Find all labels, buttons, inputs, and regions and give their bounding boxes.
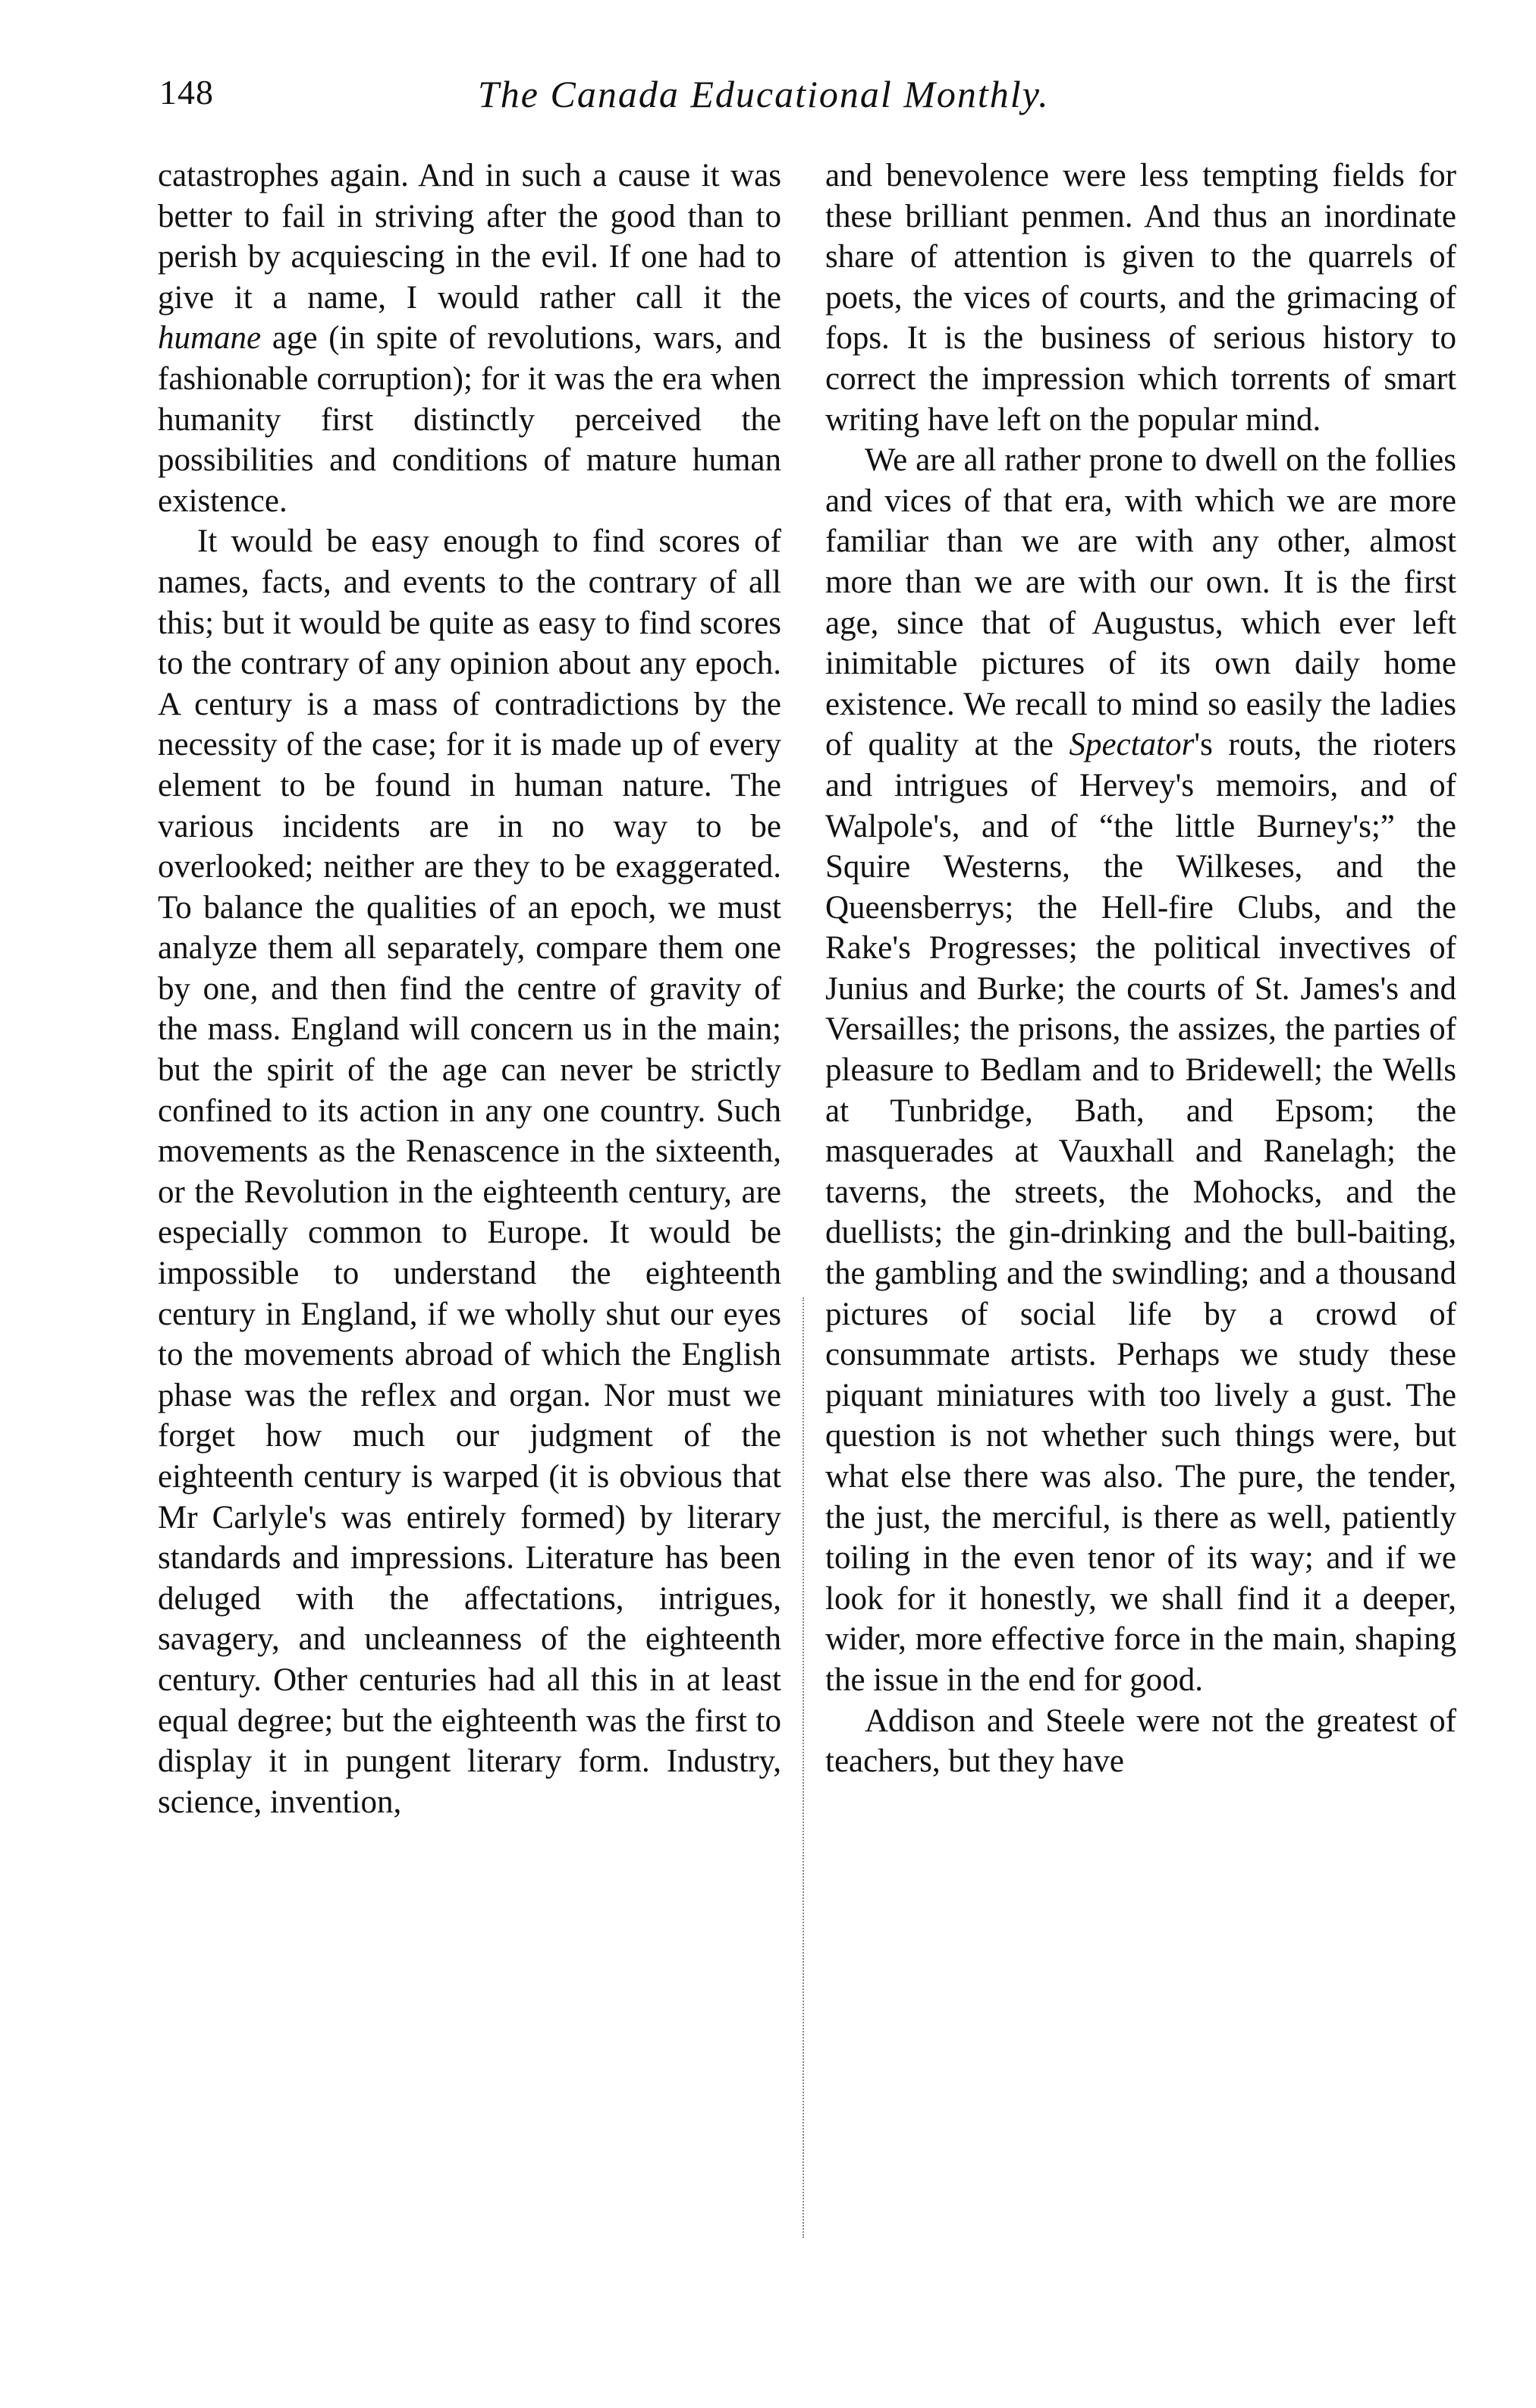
paragraph: Addison and Steele were not the greatest of teachers, but they have [825,1702,1456,1780]
column-divider [803,1297,804,2238]
page-header [159,72,1449,133]
left-column [158,156,781,1822]
paragraph: catastrophes again. And in such a cause it was better to fail in striving after the good than to perish by acquiescing in the evil. If one had to give it a name, I would rather call it the humane age (in spite of revolutions, wars, and fashionable corruption); for it was the era when humanity first distinctly perceived the possibilities and conditions of mature human existence. [158,158,781,519]
right-column [825,156,1456,1782]
paragraph: and benevolence were less tempting fields for these brilliant penmen. And thus an inordinate share of attention is given to the quarrels of poets, the vices of courts, and the grimacing of fops. It is the business of serious history to correct the impression which torrents of smart writing have left on the popular mind. [825,158,1456,438]
running-title: The Canada Educational Monthly. [478,73,1050,115]
page-number: 148 [159,73,214,112]
paragraph: It would be easy enough to find scores of names, facts, and events to the contrary of all this; but it would be quite as easy to find scores to the contrary of any opinion about any epoch. A century is a mass of contradictions by the necessity of the case; for it is made up of every element to be found in human nature. The various incidents are in no way to be overlooked; neither are they to be exaggerated. To balance the qualities of an epoch, we must analyze them all separately, compare them one by one, and then find the centre of gravity of the mass. England will concern us in the main; but the spirit of the age can never be strictly confined to its action in any one country. Such movements as the Renascence in the sixteenth, or the Revolution in the eighteenth century, are especially common to Europe. It would be impossible to understand the eighteenth century in England, if we wholly shut our eyes to the movements abroad of which the English phase was the reflex and organ. Nor must we forget how much our judgment of the eighteenth century is warped (it is obvious that Mr Carlyle's was entirely formed) by literary standards and impressions. Literature has been deluged with the affectations, intrigues, savagery, and uncleanness of the eighteenth century. Other centuries had all this in at least equal degree; but the eighteenth was the first to display it in pungent literary form. Industry, science, invention, [158,523,781,1820]
paragraph: We are all rather prone to dwell on the follies and vices of that era, with which we are more familiar than we are with any other, almost more than we are with our own. It is the first age, since that of Augustus, which ever left inimitable pictures of its own daily home existence. We recall to mind so easily the ladies of quality at the Spectator's routs, the rioters and intrigues of Hervey's memoirs, and of Walpole's, and of “the little Burney's;” the Squire Westerns, the Wilkeses, and the Queensberrys; the Hell-fire Clubs, and the Rake's Progresses; the political invectives of Junius and Burke; the courts of St. James's and Versailles; the prisons, the assizes, the parties of pleasure to Bedlam and to Bridewell; the Wells at Tunbridge, Bath, and Epsom; the masquerades at Vauxhall and Ranelagh; the taverns, the streets, the Mohocks, and the duellists; the gin-drinking and the bull-baiting, the gambling and the swindling; and a thousand pictures of social life by a crowd of consummate artists. Perhaps we study these piquant miniatures with too lively a gust. The question is not whether such things were, but what else there was also. The pure, the tender, the just, the merciful, is there as well, patiently toiling in the even tenor of its way; and if we look for it honestly, we shall find it a deeper, wider, more effective force in the main, shaping the issue in the end for good. [825,442,1456,1698]
